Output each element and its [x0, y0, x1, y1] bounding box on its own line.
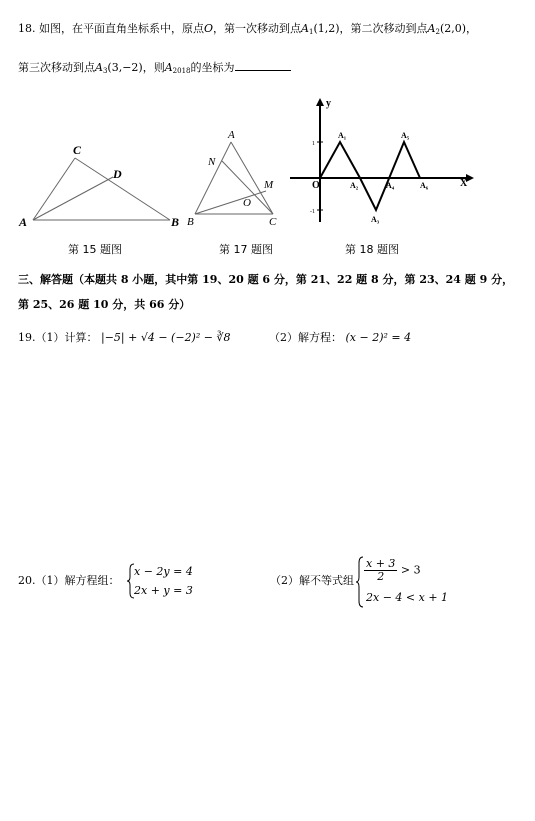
fig17-label-a: A [228, 129, 235, 141]
q18-line2: 第三次移动到点$A_3(3,-2)$，则$A_{2018}$的坐标为 [18, 60, 291, 78]
figure-15 [15, 140, 185, 230]
q19-part2-expr: (x − 2)² = 4 [345, 331, 412, 344]
q20-ineq1: $\frac{x + 3}{2}$ > 3 [366, 557, 421, 583]
fig18-label-o: O [312, 180, 320, 191]
fig15-label-a: A [19, 215, 28, 229]
q19-part1: 19.（1）计算： |−5| + √4 − (−2)² − ∛8 [18, 331, 231, 344]
fig15-caption: 第 15 题图 [68, 243, 122, 256]
section3-line1: 三、解答题（本题共 8 小题，其中第 19、20 题 6 分，第 21、22 题 8 分，第 23、24 题 9 分， [18, 273, 514, 286]
q18-line1: 18. 如图，在平面直角坐标系中，原点O，第一次移动到点$A_1(1,2)$，第二次移动到点$A_2(2,0)$， [18, 22, 478, 36]
fig18-label-a4: A₄ [386, 181, 395, 190]
q20-ineq1-fraction: $\frac{x + 3}{2}$ [366, 557, 396, 583]
figure-17 [185, 128, 285, 230]
fig17-label-m: M [264, 179, 274, 191]
q20-part1-label: 20.（1）解方程组： [18, 574, 120, 587]
fig17-label-n: N [208, 156, 216, 168]
fig18-label-a3: A₃ [371, 215, 380, 224]
fig15-label-d: D [113, 167, 122, 181]
fig15-label-c: C [73, 143, 82, 157]
fig15-label-b: B [171, 215, 180, 229]
q20-eq1: x − 2y = 4 [134, 565, 193, 578]
fig18-caption: 第 18 题图 [345, 243, 399, 256]
answer-blank[interactable] [235, 60, 291, 71]
fig18-label-y: y [326, 98, 331, 109]
q20-ineq2: 2x − 4 < x + 1 [366, 591, 449, 604]
fig18-label-a2: A₂ [350, 181, 359, 190]
q19-part1-expr: |−5| + √4 − (−2)² − ∛8 [101, 331, 231, 344]
fig18-label-a1: A₁ [338, 131, 347, 140]
fig18-label-x: X [460, 178, 468, 189]
q19-part2: （2）解方程： (x − 2)² = 4 [269, 331, 412, 344]
fig18-tick-minus1: -1 [310, 209, 315, 215]
fig17-label-b: B [187, 216, 194, 228]
q20-inequality-brace [356, 556, 364, 608]
q20-eq2: 2x + y = 3 [134, 584, 193, 597]
figure-18 [286, 94, 476, 234]
fig18-label-a5: A₅ [401, 131, 410, 140]
fig18-label-a6: A₆ [420, 181, 429, 190]
fig17-label-c: C [269, 216, 277, 228]
section3-line2: 第 25、26 题 10 分，共 66 分） [18, 298, 191, 311]
q20-part2-label: （2）解不等式组 [270, 574, 354, 587]
fig17-label-o: O [243, 197, 251, 209]
fig18-tick-1: 1 [312, 141, 315, 147]
fig17-caption: 第 17 题图 [219, 243, 273, 256]
